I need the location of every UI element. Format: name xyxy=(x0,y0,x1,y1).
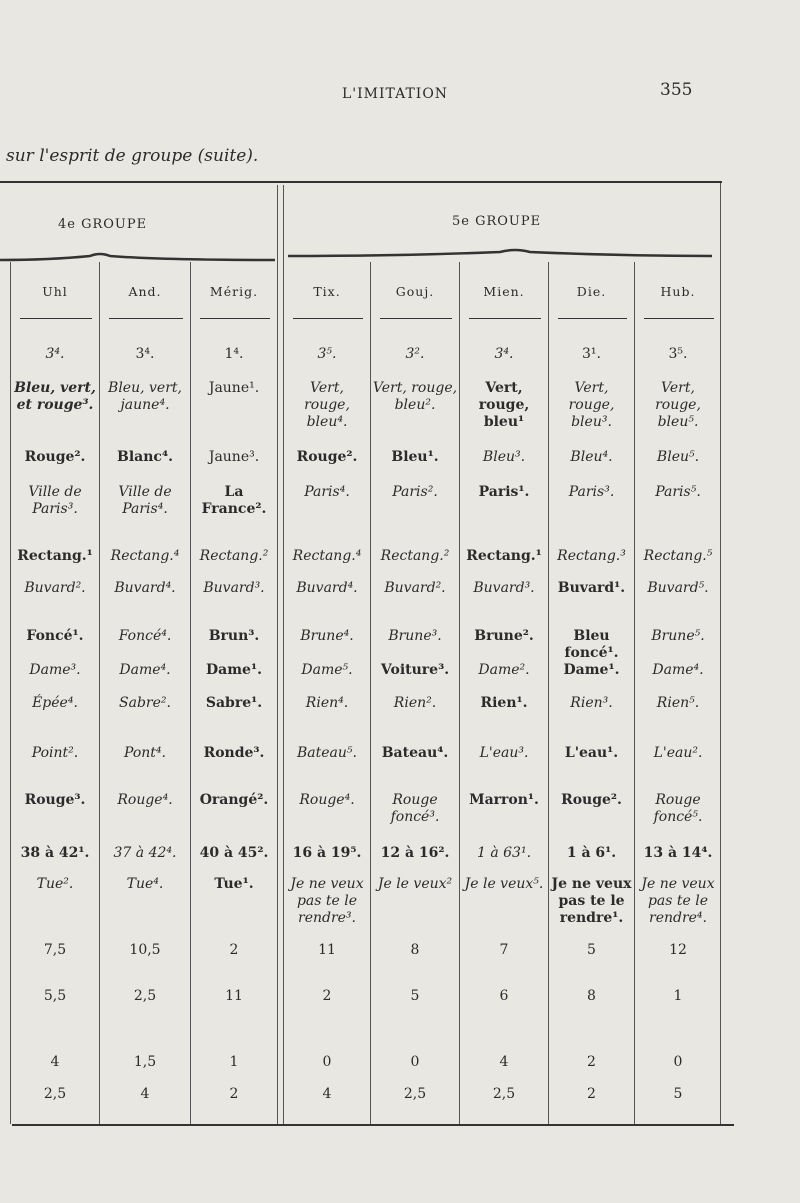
table-cell: Vert, rouge, bleu¹ xyxy=(478,380,530,430)
table-cell: La France². xyxy=(201,484,267,517)
table-cell: Brun³. xyxy=(208,628,260,644)
column-header-rule xyxy=(200,318,270,319)
table-cell: 2 xyxy=(587,1054,596,1070)
table-cell: Blanc⁴. xyxy=(117,449,173,465)
table-cell: 8 xyxy=(410,942,420,958)
table-cell: Rien⁴. xyxy=(305,695,349,711)
table-cell: 2 xyxy=(322,988,332,1004)
table-cell: Pont⁴. xyxy=(124,745,166,761)
table-cell: 1 à 63¹. xyxy=(476,845,532,861)
table-cell: Dame¹. xyxy=(206,662,262,678)
column-header-rule xyxy=(380,318,452,319)
table-cell: Marron¹. xyxy=(469,792,539,808)
group-sep-a xyxy=(277,185,278,1124)
table-cell: 4 xyxy=(322,1086,332,1102)
table-cell: Buvard³. xyxy=(203,580,265,596)
table-cell: Ville de Paris³. xyxy=(28,484,82,517)
table-cell: Bleu foncé¹. xyxy=(564,628,619,661)
table-cell: Tue¹. xyxy=(214,876,254,892)
table-cell: Ronde³. xyxy=(203,745,265,761)
table-cell: Tue⁴. xyxy=(126,876,164,892)
table-cell: Rouge³. xyxy=(24,792,86,808)
col-sep-5 xyxy=(459,262,460,1124)
table-cell: Je le veux² xyxy=(377,876,453,892)
table-cell: 37 à 42⁴. xyxy=(113,845,177,861)
table-cell: Épée⁴. xyxy=(32,695,78,711)
table-cell: 4 xyxy=(50,1054,60,1070)
table-cell: 2 xyxy=(587,1086,596,1102)
table-cell: 3². xyxy=(405,346,425,362)
table-cell: Rectang.⁴ xyxy=(110,548,180,564)
group-sep-b xyxy=(283,185,284,1124)
table-cell: 2,5 xyxy=(43,1086,67,1102)
table-cell: Rouge foncé³. xyxy=(390,792,440,825)
column-header-mien: Mien. xyxy=(483,284,525,299)
table-cell: Je ne veux pas te le rendre⁴. xyxy=(641,876,715,926)
column-header-rule xyxy=(20,318,92,319)
table-cell: 6 xyxy=(499,988,509,1004)
table-cell: 4 xyxy=(140,1086,150,1102)
table-cell: Dame⁴. xyxy=(652,662,704,678)
table-cell: Rectang.² xyxy=(380,548,450,564)
table-cell: Buvard². xyxy=(24,580,86,596)
table-cell: Rien³. xyxy=(570,695,613,711)
table-cell: Bateau⁴. xyxy=(381,745,449,761)
table-cell: 1,5 xyxy=(133,1054,157,1070)
table-cell: Bleu⁴. xyxy=(570,449,613,465)
table-cell: Ville de Paris⁴. xyxy=(118,484,172,517)
table-cell: Dame⁴. xyxy=(119,662,171,678)
running-title: L'IMITATION xyxy=(342,86,449,102)
table-cell: 3⁴. xyxy=(494,346,514,362)
table-cell: 3¹. xyxy=(582,346,601,362)
table-cell: 1 xyxy=(229,1054,239,1070)
table-cell: Brune². xyxy=(474,628,534,644)
table-cell: 0 xyxy=(410,1054,420,1070)
table-cell: Je le veux⁵. xyxy=(464,876,544,892)
table-top-rule xyxy=(0,181,722,183)
table-cell: Buvard². xyxy=(384,580,446,596)
column-header-rule xyxy=(293,318,363,319)
table-cell: Orangé². xyxy=(199,792,269,808)
table-cell: 38 à 42¹. xyxy=(20,845,90,861)
column-header-rule xyxy=(644,318,714,319)
table-cell: 2,5 xyxy=(403,1086,427,1102)
table-cell: Rien². xyxy=(393,695,437,711)
table-cell: L'eau³. xyxy=(479,745,529,761)
column-header-rule xyxy=(109,318,183,319)
table-cell: 0 xyxy=(322,1054,332,1070)
table-cell: Rectang.¹ xyxy=(466,548,542,564)
table-cell: 7,5 xyxy=(43,942,67,958)
table-cell: Rectang.⁴ xyxy=(292,548,362,564)
col-sep-2 xyxy=(190,262,191,1124)
table-cell: Bleu¹. xyxy=(391,449,439,465)
table-cell: 2 xyxy=(229,942,239,958)
table-cell: Rouge². xyxy=(296,449,358,465)
column-header-rule xyxy=(469,318,541,319)
table-cell: Dame². xyxy=(478,662,530,678)
column-header-mérig: Mérig. xyxy=(209,284,259,299)
table-cell: Bleu, vert, jaune⁴. xyxy=(108,380,182,413)
table-cell: 3⁵. xyxy=(668,346,688,362)
table-bottom-rule xyxy=(12,1124,734,1126)
table-cell: Rouge foncé⁵. xyxy=(653,792,703,825)
table-cell: Dame³. xyxy=(29,662,81,678)
table-cell: 13 à 14⁴. xyxy=(643,845,713,861)
table-cell: Buvard¹. xyxy=(557,580,626,596)
table-cell: 2,5 xyxy=(492,1086,516,1102)
column-header-uhl: Uhl xyxy=(42,284,68,299)
table-cell: Rouge⁴. xyxy=(117,792,173,808)
table-cell: Jaune³. xyxy=(208,449,260,465)
table-cell: Brune³. xyxy=(388,628,442,644)
table-cell: Buvard³. xyxy=(473,580,535,596)
page-number: 355 xyxy=(660,80,693,100)
table-cell: Buvard⁵. xyxy=(647,580,709,596)
table-cell: Bleu⁵. xyxy=(656,449,700,465)
table-cell: Rien⁵. xyxy=(656,695,700,711)
table-cell: 1⁴. xyxy=(224,346,244,362)
table-cell: 5 xyxy=(587,942,596,958)
column-header-and: And. xyxy=(128,284,162,299)
group-5-brace xyxy=(288,250,712,256)
table-cell: Bateau⁵. xyxy=(297,745,357,761)
col-sep-4 xyxy=(370,262,371,1124)
table-cell: Je ne veux pas te le rendre¹. xyxy=(551,876,632,926)
table-cell: L'eau². xyxy=(653,745,703,761)
table-cell: Brune⁵. xyxy=(651,628,705,644)
table-cell: Rouge⁴. xyxy=(299,792,355,808)
table-cell: 1 à 6¹. xyxy=(566,845,617,861)
table-cell: 40 à 45². xyxy=(199,845,269,861)
table-cell: Paris¹. xyxy=(478,484,530,500)
table-cell: 12 xyxy=(669,942,687,958)
table-cell: Rectang.⁵ xyxy=(643,548,713,564)
table-cell: Bleu³. xyxy=(482,449,526,465)
table-cell: 5 xyxy=(410,988,420,1004)
table-cell: Rien¹. xyxy=(480,695,528,711)
table-left-border xyxy=(10,262,11,1124)
column-header-die: Die. xyxy=(576,284,607,299)
table-cell: 2,5 xyxy=(133,988,157,1004)
table-cell: Sabre². xyxy=(119,695,171,711)
table-cell: Vert, rouge, bleu⁴. xyxy=(304,380,350,430)
table-cell: 10,5 xyxy=(129,942,161,958)
table-cell: Jaune¹. xyxy=(208,380,260,396)
table-cell: Bleu, vert, et rouge³. xyxy=(14,380,96,413)
table-cell: 4 xyxy=(499,1054,509,1070)
col-sep-7 xyxy=(634,262,635,1124)
table-cell: 11 xyxy=(225,988,243,1004)
column-header-gouj: Gouj. xyxy=(395,284,435,299)
table-cell: 2 xyxy=(229,1086,239,1102)
table-cell: Foncé¹. xyxy=(26,628,84,644)
table-cell: Vert, rouge, bleu³. xyxy=(568,380,615,430)
table-cell: Rectang.² xyxy=(199,548,269,564)
group-4-label: 4e GROUPE xyxy=(58,217,148,232)
table-cell: Vert, rouge, bleu². xyxy=(372,380,458,413)
table-cell: Rouge². xyxy=(561,792,622,808)
table-caption: sur l'esprit de groupe (suite). xyxy=(6,146,259,166)
table-cell: 16 à 19⁵. xyxy=(292,845,362,861)
table-cell: Paris⁴. xyxy=(304,484,350,500)
table-cell: Buvard⁴. xyxy=(296,580,358,596)
table-cell: 7 xyxy=(499,942,509,958)
table-cell: 3⁴. xyxy=(45,346,65,362)
table-cell: 12 à 16². xyxy=(380,845,450,861)
table-cell: 5 xyxy=(673,1086,683,1102)
col-sep-6 xyxy=(548,262,549,1124)
column-header-hub: Hub. xyxy=(660,284,696,299)
table-cell: Dame⁵. xyxy=(301,662,353,678)
table-cell: Sabre¹. xyxy=(205,695,263,711)
group-4-brace xyxy=(0,254,275,260)
table-cell: Paris⁵. xyxy=(655,484,701,500)
table-cell: Rectang.³ xyxy=(557,548,626,564)
table-right-border xyxy=(720,183,721,1124)
group-5-label: 5e GROUPE xyxy=(452,214,542,229)
table-cell: Voiture³. xyxy=(380,662,450,678)
col-sep-1 xyxy=(99,262,100,1124)
table-cell: Foncé⁴. xyxy=(118,628,172,644)
table-cell: Je ne veux pas te le rendre³. xyxy=(290,876,364,926)
table-cell: Tue². xyxy=(36,876,74,892)
table-cell: 0 xyxy=(673,1054,683,1070)
table-cell: Buvard⁴. xyxy=(114,580,176,596)
table-cell: Vert, rouge, bleu⁵. xyxy=(655,380,701,430)
table-cell: Rouge². xyxy=(24,449,86,465)
table-cell: Paris². xyxy=(392,484,438,500)
table-cell: 3⁴. xyxy=(135,346,155,362)
column-header-tix: Tix. xyxy=(313,284,341,299)
table-cell: 8 xyxy=(587,988,596,1004)
table-cell: Point². xyxy=(31,745,79,761)
table-cell: 3⁵. xyxy=(317,346,337,362)
table-cell: Brune⁴. xyxy=(300,628,354,644)
table-cell: L'eau¹. xyxy=(564,745,619,761)
table-cell: 11 xyxy=(318,942,336,958)
table-cell: Dame¹. xyxy=(563,662,620,678)
table-cell: Rectang.¹ xyxy=(17,548,93,564)
column-header-rule xyxy=(558,318,627,319)
table-cell: 1 xyxy=(673,988,683,1004)
group-braces xyxy=(0,248,800,278)
table-cell: Paris³. xyxy=(568,484,615,500)
table-cell: 5,5 xyxy=(43,988,67,1004)
